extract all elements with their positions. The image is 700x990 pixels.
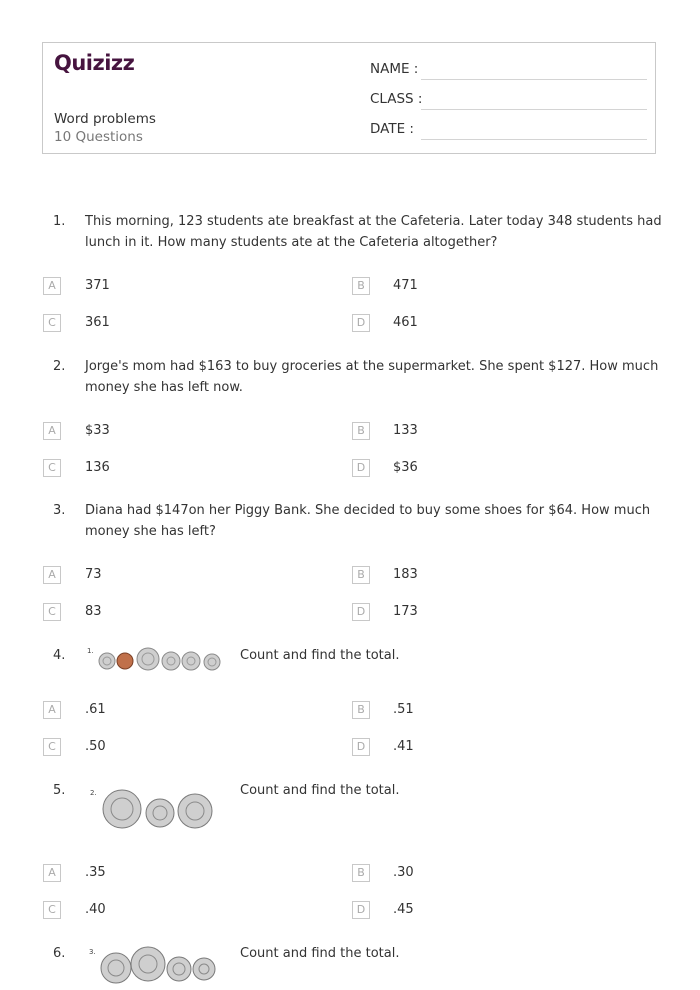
- question-text: Jorge's mom had $163 to buy groceries at the supermarket. She spent $127. How much money she has left now.: [85, 359, 659, 395]
- option-text: 73: [85, 567, 102, 582]
- option-letter: C: [43, 314, 61, 332]
- option-letter: A: [43, 422, 61, 440]
- coin-icon: [131, 947, 165, 981]
- option-text: .45: [393, 902, 414, 917]
- option-letter: A: [43, 566, 61, 584]
- quizizz-logo: Quizizz: [54, 51, 135, 75]
- coins-image: [100, 786, 216, 832]
- coin-icon: [204, 654, 220, 670]
- name-line: [421, 79, 647, 80]
- question-text: This morning, 123 students ate breakfast at the Cafeteria. Later today 348 students had lunch in it. How many students ate at the Cafeteria altogether?: [85, 214, 662, 250]
- coin-icon: [193, 958, 215, 980]
- question-count: 10 Questions: [54, 129, 143, 145]
- question-text: Diana had $147on her Piggy Bank. She decided to buy some shoes for $64. How much money she has left?: [85, 503, 651, 539]
- worksheet-title: Word problems: [54, 111, 156, 127]
- option-text: .61: [85, 702, 106, 717]
- coin-icon: [162, 652, 180, 670]
- option-text: 183: [393, 567, 418, 582]
- option-letter: D: [352, 459, 370, 477]
- coin-icon: [101, 953, 131, 983]
- option-text: .35: [85, 865, 106, 880]
- option-letter: D: [352, 738, 370, 756]
- coins-image: [93, 645, 229, 675]
- image-label: 1.: [87, 647, 94, 655]
- question-number: 2.: [53, 359, 66, 374]
- option-letter: B: [352, 422, 370, 440]
- image-label: 2.: [90, 789, 97, 797]
- option-letter: C: [43, 459, 61, 477]
- option-letter: B: [352, 701, 370, 719]
- question-text: Count and find the total.: [240, 783, 400, 798]
- option-text: .40: [85, 902, 106, 917]
- option-letter: A: [43, 277, 61, 295]
- coin-icon: [137, 648, 159, 670]
- coins-image: [98, 944, 220, 986]
- option-letter: B: [352, 277, 370, 295]
- question-number: 6.: [53, 946, 66, 961]
- option-text: 461: [393, 315, 418, 330]
- option-letter: C: [43, 603, 61, 621]
- option-text: 83: [85, 604, 102, 619]
- date-label: DATE :: [370, 121, 414, 137]
- option-text: 371: [85, 278, 110, 293]
- coin-icon: [182, 652, 200, 670]
- option-letter: C: [43, 901, 61, 919]
- option-letter: D: [352, 314, 370, 332]
- option-letter: A: [43, 701, 61, 719]
- question-text: Count and find the total.: [240, 648, 400, 663]
- question-number: 1.: [53, 214, 66, 229]
- option-text: .51: [393, 702, 414, 717]
- coin-icon: [178, 794, 212, 828]
- option-letter: D: [352, 901, 370, 919]
- option-text: .30: [393, 865, 414, 880]
- question-number: 5.: [53, 783, 66, 798]
- option-text: 133: [393, 423, 418, 438]
- option-letter: B: [352, 566, 370, 584]
- question-number: 3.: [53, 503, 66, 518]
- image-label: 3.: [89, 948, 96, 956]
- option-letter: C: [43, 738, 61, 756]
- penny-icon: [117, 653, 133, 669]
- coin-icon: [146, 799, 174, 827]
- option-letter: B: [352, 864, 370, 882]
- option-letter: D: [352, 603, 370, 621]
- class-label: CLASS :: [370, 91, 423, 107]
- option-text: 361: [85, 315, 110, 330]
- date-line: [421, 139, 647, 140]
- option-text: $33: [85, 423, 110, 438]
- option-letter: A: [43, 864, 61, 882]
- worksheet-header: [42, 42, 656, 154]
- coin-icon: [99, 653, 115, 669]
- option-text: .41: [393, 739, 414, 754]
- question-number: 4.: [53, 648, 66, 663]
- option-text: .50: [85, 739, 106, 754]
- option-text: 471: [393, 278, 418, 293]
- option-text: $36: [393, 460, 418, 475]
- option-text: 136: [85, 460, 110, 475]
- name-label: NAME :: [370, 61, 419, 77]
- coin-icon: [103, 790, 141, 828]
- option-text: 173: [393, 604, 418, 619]
- class-line: [421, 109, 647, 110]
- question-text: Count and find the total.: [240, 946, 400, 961]
- coin-icon: [167, 957, 191, 981]
